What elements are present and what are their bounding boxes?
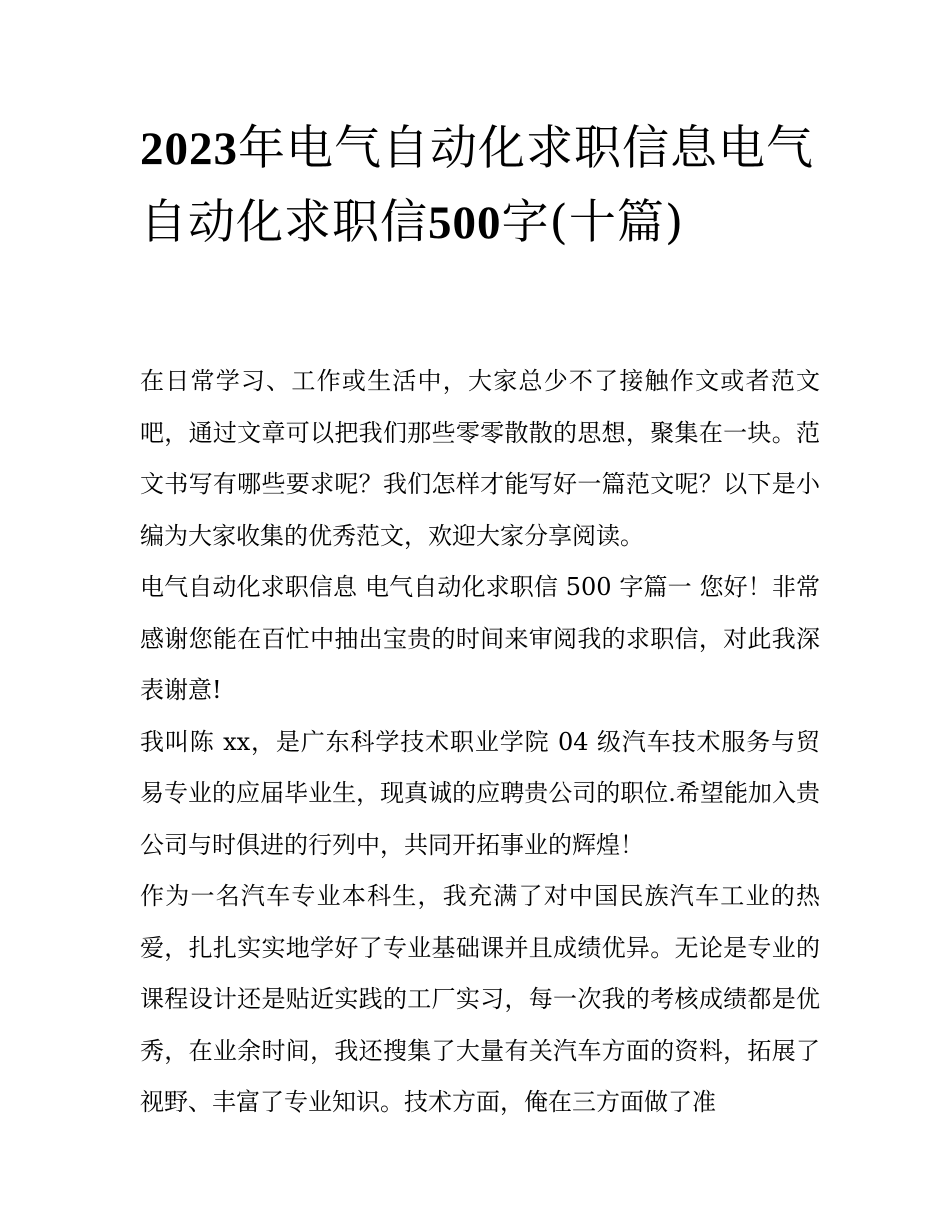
paragraph-intro: 在日常学习、工作或生活中，大家总少不了接触作文或者范文吧，通过文章可以把我们那些零零散散的思想，聚集在一块。范文书写有哪些要求呢？我们怎样才能写好一篇范文呢？以下是小编为大家收集的优秀范文，欢迎大家分享阅读。 bbox=[140, 367, 820, 550]
title-suffix: 字(十篇) bbox=[501, 195, 685, 250]
paragraph-experience: 作为一名汽车专业本科生，我充满了对中国民族汽车工业的热爱，扎扎实实地学好了专业基础课并且成绩优异。无论是专业的课程设计还是贴近实践的工厂实习，每一次我的考核成绩都是优秀，在业余时间，我还搜集了大量有关汽车方面的资料，拓展了视野、丰富了专业知识。技术方面，俺在三方面做了准 bbox=[140, 882, 820, 1116]
paragraph-greeting: 电气自动化求职信息 电气自动化求职信 500 字篇一 您好！非常感谢您能在百忙中抽出宝贵的时间来审阅我的求职信，对此我深表谢意! bbox=[140, 573, 820, 704]
document-body bbox=[140, 356, 820, 1129]
title-text: 年电气自动化求职信息电气自动化求职信 bbox=[140, 121, 814, 250]
document-title bbox=[140, 112, 820, 260]
title-count: 500 bbox=[428, 197, 502, 249]
paragraph-self-intro: 我叫陈 xx，是广东科学技术职业学院 04 级汽车技术服务与贸易专业的应届毕业生，现真诚的应聘贵公司的职位.希望能加入贵公司与时俱进的行列中，共同开拓事业的辉煌！ bbox=[140, 727, 820, 859]
title-year: 2023 bbox=[140, 123, 238, 175]
